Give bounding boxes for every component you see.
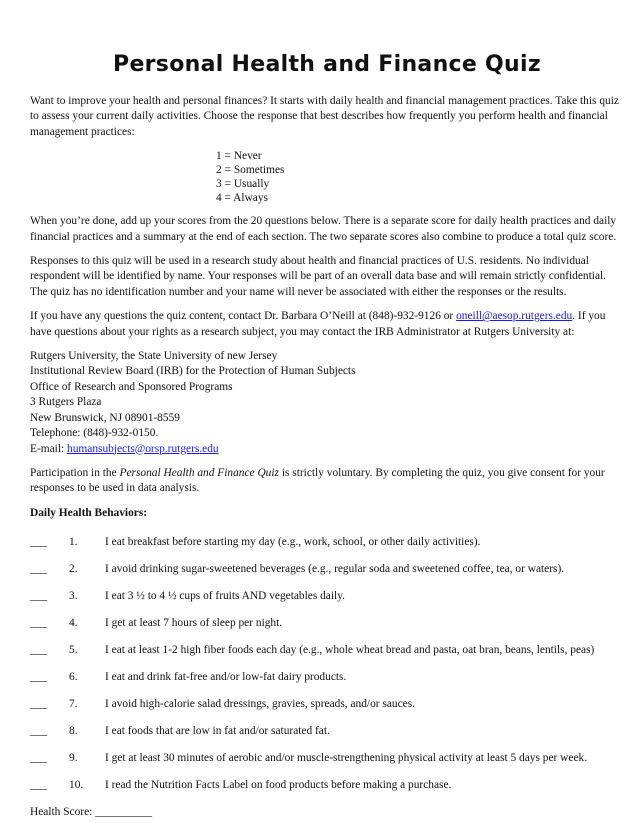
address-email-label: E-mail:: [30, 442, 68, 455]
question-number: 5.: [69, 644, 78, 657]
section-heading: Daily Health Behaviors:: [30, 506, 148, 519]
contact-text-before: If you have any questions the quiz content, contact Dr. Barbara O’Neill at (848)-932-9126 or: [30, 310, 457, 323]
question-number: 4.: [69, 617, 78, 630]
question-row: [30, 616, 624, 643]
question-text: I eat foods that are low in fat and/or saturated fat.: [105, 725, 330, 738]
consent-text-after: is strictly voluntary. By completing the quiz, you give consent for your responses to be used in data analysis.: [30, 466, 605, 495]
consent-quiz-name: Personal Health and Finance Quiz: [119, 466, 279, 479]
question-text: I get at least 7 hours of sleep per night.: [105, 617, 283, 630]
question-row: [30, 643, 624, 670]
scale-item-sometimes: 2 = Sometimes: [216, 164, 285, 177]
question-text: I eat at least 1-2 high fiber foods each day (e.g., whole wheat bread and pasta, oat bran, beans, lentils, peas): [105, 644, 595, 657]
question-row: [30, 589, 624, 616]
question-row: [30, 778, 624, 805]
scale-item-always: 4 = Always: [216, 192, 268, 205]
question-text: I avoid high-calorie salad dressings, gravies, spreads, and/or sauces.: [105, 698, 415, 711]
question-row: [30, 751, 624, 778]
question-number: 6.: [69, 671, 78, 684]
answer-blank[interactable]: ___: [30, 644, 48, 657]
address-line-1: Rutgers University, the State University of new Jersey: [30, 350, 278, 363]
question-row: [30, 697, 624, 724]
question-text: I get at least 30 minutes of aerobic and/or muscle-strengthening physical activity at least 5 days per week.: [105, 752, 588, 765]
address-line-6: Telephone: (848)-932-0150.: [30, 427, 159, 440]
question-text: I eat 3 ½ to 4 ½ cups of fruits AND vegetables daily.: [105, 590, 345, 603]
question-list: [30, 535, 624, 805]
address-line-3: Office of Research and Sponsored Programs: [30, 380, 233, 393]
question-number: 1.: [69, 536, 78, 549]
scale-item-usually: 3 = Usually: [216, 178, 270, 191]
consent-text-before: Participation in the: [30, 466, 120, 479]
question-number: 10.: [69, 779, 84, 792]
answer-blank[interactable]: ___: [30, 725, 48, 738]
question-number: 8.: [69, 725, 78, 738]
address-email-line: [30, 442, 624, 457]
contact-email-link[interactable]: oneill@aesop.rutgers.edu: [456, 310, 573, 323]
answer-blank[interactable]: ___: [30, 563, 48, 576]
question-text: I avoid drinking sugar-sweetened beverages (e.g., regular soda and sweetened coffee, tea, or waters).: [105, 563, 565, 576]
question-number: 9.: [69, 752, 78, 765]
contact-paragraph: [30, 309, 624, 340]
question-text: I eat breakfast before starting my day (e.g., work, school, or other daily activities).: [105, 536, 481, 549]
page-title: Personal Health and Finance Quiz: [113, 52, 541, 77]
consent-paragraph: [30, 466, 624, 497]
answer-blank[interactable]: ___: [30, 698, 48, 711]
question-row: [30, 724, 624, 751]
answer-blank[interactable]: ___: [30, 779, 48, 792]
address-line-4: 3 Rutgers Plaza: [30, 396, 102, 409]
question-text: I eat and drink fat-free and/or low-fat dairy products.: [105, 671, 347, 684]
scoring-note: When you’re done, add up your scores from the 20 questions below. There is a separate score for daily health practices and daily financial practices and a summary at the end of each section. The two separate scores also combine to produce a total quiz score.: [30, 215, 617, 243]
question-number: 2.: [69, 563, 78, 576]
question-row: [30, 670, 624, 697]
answer-blank[interactable]: ___: [30, 590, 48, 603]
address-line-5: New Brunswick, NJ 08901-8559: [30, 411, 180, 424]
contact-text-after: . If you have questions about your rights as a research subject, you may contact the IRB Administrator at Rutgers University at:: [30, 310, 606, 338]
answer-blank[interactable]: ___: [30, 671, 48, 684]
health-score[interactable]: Health Score: __________: [30, 806, 153, 819]
answer-blank[interactable]: ___: [30, 752, 48, 765]
address-line-2: Institutional Review Board (IRB) for the Protection of Human Subjects: [30, 365, 356, 378]
answer-blank[interactable]: ___: [30, 536, 48, 549]
research-note: Responses to this quiz will be used in a research study about health and financial practices of U.S. residents. No individual respondent will be identified by name. Your responses will be part of an overall data base and will remain strictly confidential. The quiz has no identification number and your name will never be associated with either the responses or the results.: [30, 255, 607, 298]
question-row: [30, 535, 624, 562]
irb-email-link[interactable]: humansubjects@orsp.rutgers.edu: [67, 442, 219, 455]
question-number: 3.: [69, 590, 78, 603]
question-number: 7.: [69, 698, 78, 711]
response-scale: [216, 149, 624, 205]
question-text: I read the Nutrition Facts Label on food products before making a purchase.: [105, 779, 452, 792]
answer-blank[interactable]: ___: [30, 617, 48, 630]
scale-item-never: 1 = Never: [216, 150, 262, 163]
intro-paragraph: Want to improve your health and personal finances? It starts with daily health and financial management practices. Take this quiz to assess your current daily activities. Choose the response that best describes how frequently you perform health and financial management practices:: [30, 95, 619, 138]
question-row: [30, 562, 624, 589]
